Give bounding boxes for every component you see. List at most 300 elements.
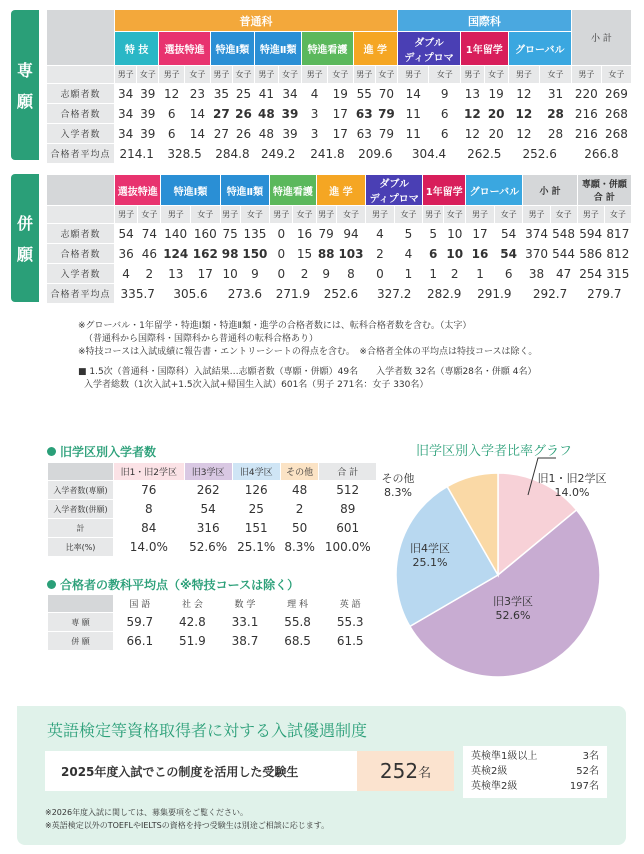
value-cell: 23: [185, 84, 211, 104]
course-header: 選抜特進: [115, 175, 161, 206]
eiken-item: [471, 779, 599, 794]
sex-header: 女子: [293, 206, 316, 224]
pie-category-label: 旧1・旧2学区: [537, 472, 607, 485]
course-header: ダブル ディプロマ: [366, 175, 423, 206]
table-row: [47, 244, 632, 264]
row-label: 併 願: [48, 632, 114, 651]
value-cell: 5: [423, 224, 444, 244]
eiken-item-value: 197名: [569, 781, 599, 792]
sex-header: 女子: [240, 206, 270, 224]
value-cell: 54: [494, 224, 523, 244]
avg-cell: 292.7: [523, 284, 577, 304]
heigan-table: [46, 174, 632, 304]
value-cell: 269: [601, 84, 631, 104]
table-row: [47, 144, 632, 164]
value-cell: 8.3%: [280, 538, 319, 557]
value-cell: 315: [604, 264, 631, 284]
sex-header: 女子: [138, 206, 161, 224]
value-cell: 94: [336, 224, 366, 244]
value-cell: 162: [191, 244, 221, 264]
sex-header: 男子: [366, 206, 394, 224]
value-cell: 35: [210, 84, 232, 104]
course-header: 特進Ⅱ類: [255, 32, 302, 66]
value-cell: 150: [240, 244, 270, 264]
value-cell: 4: [302, 84, 328, 104]
sex-header: 男子: [115, 206, 138, 224]
row-label: 合格者数: [47, 104, 115, 124]
avg-cell: 279.7: [577, 284, 631, 304]
sex-header: 男子: [210, 66, 232, 84]
district-col-header: 旧4学区: [232, 463, 280, 481]
value-cell: 6: [159, 104, 185, 124]
value-cell: 76: [114, 481, 185, 500]
value-cell: 55.3: [324, 613, 377, 632]
sex-header: 男子: [353, 66, 375, 84]
sex-header: 男子: [423, 206, 444, 224]
district-col-header: その他: [280, 463, 319, 481]
value-cell: 55.8: [271, 613, 324, 632]
value-cell: 25: [232, 500, 280, 519]
sex-header: 男子: [161, 206, 191, 224]
district-pie-chart: [378, 440, 638, 680]
value-cell: 11: [398, 124, 429, 144]
avg-cell: 282.9: [423, 284, 466, 304]
sex-header: 男子: [316, 206, 336, 224]
pie-value-label: 8.3%: [384, 486, 412, 499]
note-2: （普通科から国際科・国際科から普通科の転科合格あり）: [84, 334, 319, 344]
bullet-icon: [47, 580, 56, 589]
eiken-item-label: 英検準2級: [471, 781, 518, 792]
value-cell: 34: [278, 84, 302, 104]
sex-header: 男子: [466, 206, 495, 224]
value-cell: 151: [232, 519, 280, 538]
value-cell: 17: [327, 104, 353, 124]
table-row: [48, 538, 377, 557]
value-cell: 38.7: [219, 632, 272, 651]
value-cell: 512: [319, 481, 377, 500]
course-header: 専願・併願 合 計: [577, 175, 631, 206]
avg-cell: 249.2: [255, 144, 302, 164]
pie-value-label: 52.6%: [495, 609, 531, 622]
value-cell: 98: [220, 244, 240, 264]
value-cell: 10: [220, 264, 240, 284]
avg-cell: 252.6: [316, 284, 366, 304]
senkan-table: [46, 9, 632, 164]
course-header: 進 学: [353, 32, 397, 66]
value-cell: 1: [423, 264, 444, 284]
value-cell: 548: [550, 224, 577, 244]
value-cell: 16: [293, 224, 316, 244]
course-header: グローバル: [466, 175, 523, 206]
value-cell: 14: [185, 104, 211, 124]
sex-header: 男子: [270, 206, 293, 224]
value-cell: 34: [115, 124, 137, 144]
value-cell: 4: [115, 264, 138, 284]
value-cell: 39: [278, 104, 302, 124]
table-row: [48, 481, 377, 500]
value-cell: 26: [232, 104, 254, 124]
value-cell: 100.0%: [319, 538, 377, 557]
pie-category-label: 旧4学区: [410, 542, 450, 555]
value-cell: 20: [484, 124, 508, 144]
value-cell: 3: [302, 104, 328, 124]
value-cell: 68.5: [271, 632, 324, 651]
value-cell: 6: [429, 124, 460, 144]
value-cell: 268: [601, 124, 631, 144]
value-cell: 79: [375, 124, 397, 144]
course-header: 特進看護: [270, 175, 316, 206]
value-cell: 13: [460, 84, 484, 104]
course-header: 選抜特進: [159, 32, 210, 66]
value-cell: 216: [571, 124, 601, 144]
sex-header: 女子: [604, 206, 631, 224]
row-label: 合格者平均点: [47, 144, 115, 164]
subject-col-header: 社 会: [166, 595, 219, 613]
value-cell: 6: [494, 264, 523, 284]
value-cell: 39: [137, 84, 159, 104]
value-cell: 0: [270, 264, 293, 284]
sex-header: 男子: [577, 206, 604, 224]
course-header: 特進Ⅰ類: [210, 32, 254, 66]
value-cell: 27: [210, 124, 232, 144]
sex-header: 男子: [159, 66, 185, 84]
eiken-count: 252 名: [357, 751, 454, 791]
avg-cell: 305.6: [161, 284, 220, 304]
sex-header: 女子: [375, 66, 397, 84]
row-label: 入学者数(併願): [48, 500, 114, 519]
row-label: 志願者数: [47, 224, 115, 244]
value-cell: 15: [293, 244, 316, 264]
value-cell: 38: [523, 264, 550, 284]
sex-header: 女子: [185, 66, 211, 84]
value-cell: 124: [161, 244, 191, 264]
value-cell: 9: [240, 264, 270, 284]
eiken-note-2: ※英語検定以外のTOEFLやIELTSの資格を持つ受験生は別途ご相談に応じます。: [45, 821, 330, 830]
value-cell: 374: [523, 224, 550, 244]
sex-header: 女子: [484, 66, 508, 84]
value-cell: 370: [523, 244, 550, 264]
row-label: 入学者数: [47, 264, 115, 284]
district-col-header: 旧1・旧2学区: [114, 463, 185, 481]
value-cell: 220: [571, 84, 601, 104]
course-header: 進 学: [316, 175, 366, 206]
value-cell: 3: [302, 124, 328, 144]
value-cell: 4: [366, 224, 394, 244]
value-cell: 10: [444, 224, 466, 244]
note-5: 入学者総数（1次入試+1.5次入試+帰国生入試）601名（男子 271名：女子 330名）: [84, 380, 429, 390]
value-cell: 12: [460, 104, 484, 124]
value-cell: 254: [577, 264, 604, 284]
sex-header: 女子: [429, 66, 460, 84]
course-header: 1年留学: [423, 175, 466, 206]
value-cell: 19: [484, 84, 508, 104]
value-cell: 25: [232, 84, 254, 104]
row-label: 志願者数: [47, 84, 115, 104]
eiken-breakdown: [463, 746, 607, 798]
sex-header: 男子: [220, 206, 240, 224]
value-cell: 9: [316, 264, 336, 284]
row-label: 入学者数(専願): [48, 481, 114, 500]
table-row: [47, 264, 632, 284]
value-cell: 817: [604, 224, 631, 244]
value-cell: 20: [484, 104, 508, 124]
value-cell: 812: [604, 244, 631, 264]
note-3: ※特技コースは入試成績に報告書・エントリーシートの得点を含む。 ※合格者全体の平均点は特技コースは除く。: [78, 347, 538, 357]
value-cell: 2: [280, 500, 319, 519]
sex-header: 男子: [523, 206, 550, 224]
value-cell: 31: [540, 84, 572, 104]
value-cell: 54: [115, 224, 138, 244]
value-cell: 42.8: [166, 613, 219, 632]
eiken-item-value: 52名: [576, 766, 599, 777]
value-cell: 601: [319, 519, 377, 538]
value-cell: 6: [429, 104, 460, 124]
course-header: ダブル ディプロマ: [398, 32, 461, 66]
avg-cell: 273.6: [220, 284, 270, 304]
course-header: 特 技: [115, 32, 159, 66]
sex-header: 男子: [302, 66, 328, 84]
row-label: 比率(%): [48, 538, 114, 557]
value-cell: 316: [184, 519, 232, 538]
value-cell: 89: [319, 500, 377, 519]
value-cell: 26: [232, 124, 254, 144]
value-cell: 55: [353, 84, 375, 104]
value-cell: 39: [137, 104, 159, 124]
pie-category-label: 旧3学区: [493, 595, 533, 608]
district-col-header: 旧3学区: [184, 463, 232, 481]
value-cell: 19: [327, 84, 353, 104]
sex-header: 男子: [571, 66, 601, 84]
value-cell: 50: [280, 519, 319, 538]
avg-cell: 328.5: [159, 144, 210, 164]
group-total: 小 計: [571, 10, 631, 66]
value-cell: 74: [138, 224, 161, 244]
value-cell: 14: [185, 124, 211, 144]
value-cell: 28: [540, 104, 572, 124]
value-cell: 52.6%: [184, 538, 232, 557]
sex-header: 女子: [540, 66, 572, 84]
value-cell: 0: [270, 244, 293, 264]
senkan-tab: 専 願: [11, 10, 39, 160]
avg-cell: 241.8: [302, 144, 353, 164]
table-row: [48, 613, 377, 632]
value-cell: 33.1: [219, 613, 272, 632]
group-futsu: 普通科: [115, 10, 398, 32]
value-cell: 39: [137, 124, 159, 144]
subjects-table: [47, 594, 377, 651]
value-cell: 51.9: [166, 632, 219, 651]
value-cell: 8: [336, 264, 366, 284]
sex-header: 男子: [255, 66, 279, 84]
sex-header: 女子: [232, 66, 254, 84]
heigan-tab: 併 願: [11, 174, 39, 302]
value-cell: 11: [398, 104, 429, 124]
chart-title: 旧学区別入学者比率グラフ: [416, 444, 573, 459]
pie-category-label: その他: [381, 472, 415, 485]
eiken-item: [471, 764, 599, 779]
value-cell: 54: [184, 500, 232, 519]
note-4: ■ 1.5次（普通科・国際科）入試結果…志願者数（専願・併願）49名 入学者数 32名（専願28名・併願 4名）: [78, 367, 537, 377]
value-cell: 12: [508, 104, 540, 124]
sex-header: 男子: [115, 66, 137, 84]
course-header: 小 計: [523, 175, 577, 206]
value-cell: 4: [394, 244, 422, 264]
sex-header: 女子: [550, 206, 577, 224]
eiken-item-label: 英検2級: [471, 766, 508, 777]
sex-header: 男子: [398, 66, 429, 84]
value-cell: 27: [210, 104, 232, 124]
sex-header: 女子: [137, 66, 159, 84]
value-cell: 0: [270, 224, 293, 244]
value-cell: 28: [540, 124, 572, 144]
value-cell: 61.5: [324, 632, 377, 651]
value-cell: 84: [114, 519, 185, 538]
eiken-note-1: ※2026年度入試に関しては、募集要項をご覧ください。: [45, 808, 249, 817]
value-cell: 135: [240, 224, 270, 244]
value-cell: 46: [138, 244, 161, 264]
avg-cell: 271.9: [270, 284, 316, 304]
avg-cell: 284.8: [210, 144, 254, 164]
table-row: [47, 84, 632, 104]
sex-header: 女子: [278, 66, 302, 84]
avg-cell: 209.6: [353, 144, 397, 164]
value-cell: 2: [444, 264, 466, 284]
value-cell: 36: [115, 244, 138, 264]
value-cell: 17: [327, 124, 353, 144]
value-cell: 1: [466, 264, 495, 284]
table-row: [47, 104, 632, 124]
value-cell: 140: [161, 224, 191, 244]
row-label: 専 願: [48, 613, 114, 632]
avg-cell: 327.2: [366, 284, 423, 304]
table-row: [47, 284, 632, 304]
value-cell: 12: [508, 84, 540, 104]
value-cell: 14.0%: [114, 538, 185, 557]
eiken-line: 2025年度入試でこの制度を活用した受験生: [45, 751, 357, 791]
value-cell: 63: [353, 104, 375, 124]
avg-cell: 291.9: [466, 284, 523, 304]
bullet-icon: [47, 447, 56, 456]
sex-header: 男子: [460, 66, 484, 84]
subject-col-header: 数 学: [219, 595, 272, 613]
subject-col-header: 英 語: [324, 595, 377, 613]
eiken-item-value: 3名: [582, 751, 599, 762]
eiken-item-label: 英検準1級以上: [471, 751, 538, 762]
value-cell: 2: [366, 244, 394, 264]
district-title: 旧学区別入学者数: [47, 443, 156, 460]
row-label: 合格者平均点: [47, 284, 115, 304]
table-row: [48, 500, 377, 519]
sex-header: 女子: [191, 206, 221, 224]
value-cell: 66.1: [114, 632, 167, 651]
value-cell: 12: [508, 124, 540, 144]
table-row: [47, 224, 632, 244]
sex-header: 女子: [444, 206, 466, 224]
sex-header: 女子: [494, 206, 523, 224]
row-label: 計: [48, 519, 114, 538]
value-cell: 6: [423, 244, 444, 264]
value-cell: 59.7: [114, 613, 167, 632]
value-cell: 25.1%: [232, 538, 280, 557]
course-header: グローバル: [508, 32, 571, 66]
value-cell: 268: [601, 104, 631, 124]
value-cell: 8: [114, 500, 185, 519]
value-cell: 17: [466, 224, 495, 244]
value-cell: 103: [336, 244, 366, 264]
pie-value-label: 25.1%: [412, 556, 448, 569]
value-cell: 544: [550, 244, 577, 264]
district-table: [47, 462, 377, 557]
value-cell: 586: [577, 244, 604, 264]
value-cell: 216: [571, 104, 601, 124]
group-kokusai: 国際科: [398, 10, 572, 32]
value-cell: 75: [220, 224, 240, 244]
value-cell: 12: [159, 84, 185, 104]
value-cell: 14: [398, 84, 429, 104]
sex-header: 女子: [336, 206, 366, 224]
value-cell: 88: [316, 244, 336, 264]
avg-cell: 304.4: [398, 144, 461, 164]
value-cell: 0: [366, 264, 394, 284]
value-cell: 63: [353, 124, 375, 144]
value-cell: 54: [494, 244, 523, 264]
course-header: 1年留学: [460, 32, 508, 66]
subjects-title: 合格者の教科平均点（※特技コースは除く）: [47, 576, 299, 593]
value-cell: 34: [115, 104, 137, 124]
value-cell: 48: [255, 104, 279, 124]
eiken-item: [471, 749, 599, 764]
course-header: 特進Ⅰ類: [161, 175, 220, 206]
value-cell: 47: [550, 264, 577, 284]
value-cell: 160: [191, 224, 221, 244]
avg-cell: 335.7: [115, 284, 161, 304]
value-cell: 79: [375, 104, 397, 124]
value-cell: 5: [394, 224, 422, 244]
value-cell: 16: [466, 244, 495, 264]
value-cell: 262: [184, 481, 232, 500]
row-label: 入学者数: [47, 124, 115, 144]
note-1: ※グローバル・1年留学・特進Ⅰ類・特進Ⅱ類・進学の合格者数には、転科合格者数を含む。（太字）: [78, 321, 472, 331]
value-cell: 594: [577, 224, 604, 244]
value-cell: 48: [255, 124, 279, 144]
value-cell: 13: [161, 264, 191, 284]
avg-cell: 262.5: [460, 144, 508, 164]
value-cell: 2: [293, 264, 316, 284]
eiken-title: 英語検定等資格取得者に対する入試優遇制度: [47, 721, 368, 740]
sex-header: 女子: [327, 66, 353, 84]
value-cell: 79: [316, 224, 336, 244]
avg-cell: 252.6: [508, 144, 571, 164]
table-row: [47, 124, 632, 144]
value-cell: 39: [278, 124, 302, 144]
avg-cell: 214.1: [115, 144, 159, 164]
value-cell: 34: [115, 84, 137, 104]
sex-header: 女子: [601, 66, 631, 84]
value-cell: 48: [280, 481, 319, 500]
value-cell: 1: [394, 264, 422, 284]
value-cell: 2: [138, 264, 161, 284]
value-cell: 126: [232, 481, 280, 500]
course-header: 特進看護: [302, 32, 353, 66]
value-cell: 41: [255, 84, 279, 104]
row-label: 合格者数: [47, 244, 115, 264]
table-row: [48, 519, 377, 538]
sex-header: 男子: [508, 66, 540, 84]
value-cell: 6: [159, 124, 185, 144]
table-row: [48, 632, 377, 651]
value-cell: 9: [429, 84, 460, 104]
avg-cell: 266.8: [571, 144, 631, 164]
